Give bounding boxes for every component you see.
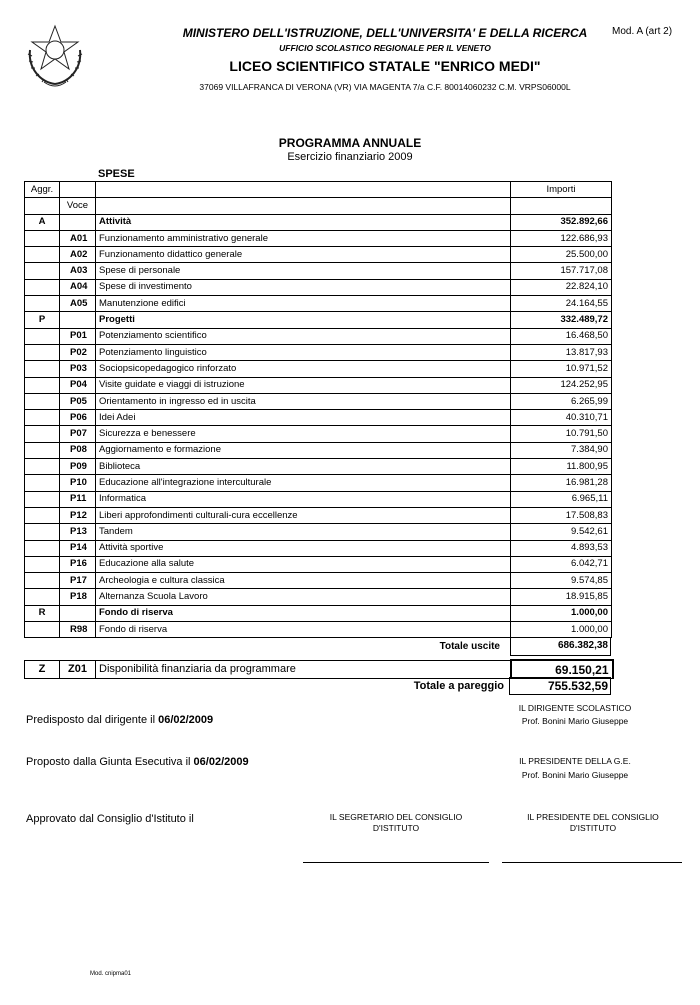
- table-row: [25, 507, 612, 523]
- z-amount: 69.150,21: [511, 660, 613, 679]
- z-aggr: Z: [25, 660, 60, 679]
- col-voce-header-blank: [60, 182, 96, 198]
- segretario-title-line2: D'ISTITUTO: [372, 823, 420, 833]
- predisposto-line: [26, 714, 213, 726]
- row-aggr: [25, 296, 60, 312]
- program-year: Esercizio finanziario 2009: [287, 151, 413, 163]
- table-row: [25, 540, 612, 556]
- row-amount: 1.000,00: [511, 605, 612, 621]
- row-aggr: [25, 377, 60, 393]
- row-voce: [60, 605, 96, 621]
- row-voce: P18: [60, 589, 96, 605]
- row-aggr: [25, 263, 60, 279]
- row-amount: 10.971,52: [511, 361, 612, 377]
- row-voce: P06: [60, 410, 96, 426]
- row-amount: 9.574,85: [511, 573, 612, 589]
- row-aggr: [25, 589, 60, 605]
- row-voce: P08: [60, 442, 96, 458]
- col-importi-header: Importi: [511, 182, 612, 198]
- table-row: [25, 410, 612, 426]
- row-voce: P07: [60, 426, 96, 442]
- presidente-ci-signature-line: [502, 862, 682, 863]
- row-voce: P01: [60, 328, 96, 344]
- row-desc: Liberi approfondimenti culturali-cura eccellenze: [96, 507, 511, 523]
- budget-table: [24, 181, 612, 638]
- row-amount: 4.893,53: [511, 540, 612, 556]
- row-desc: Spese di personale: [96, 263, 511, 279]
- table-row: [25, 475, 612, 491]
- row-desc: Informatica: [96, 491, 511, 507]
- totale-pareggio-value: 755.532,59: [509, 677, 611, 695]
- table-row: [25, 312, 612, 328]
- row-aggr: [25, 622, 60, 638]
- row-aggr: [25, 426, 60, 442]
- row-desc: Tandem: [96, 524, 511, 540]
- row-desc: Educazione alla salute: [96, 556, 511, 572]
- presidente-ci-title-line2: D'ISTITUTO: [569, 823, 617, 833]
- table-row: [25, 230, 612, 246]
- row-voce: A01: [60, 230, 96, 246]
- segretario-title-line1: IL SEGRETARIO DEL CONSIGLIO: [329, 812, 463, 822]
- totale-pareggio-label: Totale a pareggio: [413, 680, 504, 692]
- table-row: [25, 393, 612, 409]
- row-voce: A03: [60, 263, 96, 279]
- table-row: [25, 263, 612, 279]
- z-desc: Disponibilità finanziaria da programmare: [96, 660, 511, 679]
- row-amount: 6.965,11: [511, 491, 612, 507]
- row-voce: P12: [60, 507, 96, 523]
- z-row: [25, 660, 613, 679]
- row-voce: P05: [60, 393, 96, 409]
- table-row: [25, 377, 612, 393]
- row-aggr: A: [25, 214, 60, 230]
- presidente-ci-title-line1: IL PRESIDENTE DEL CONSIGLIO: [527, 812, 659, 822]
- row-voce: P03: [60, 361, 96, 377]
- row-amount: 25.500,00: [511, 247, 612, 263]
- table-row: [25, 426, 612, 442]
- row-desc: Archeologia e cultura classica: [96, 573, 511, 589]
- table-row: [25, 622, 612, 638]
- row-voce: [60, 214, 96, 230]
- row-amount: 157.717,08: [511, 263, 612, 279]
- dirigente-title: IL DIRIGENTE SCOLASTICO: [518, 703, 632, 713]
- table-row: [25, 491, 612, 507]
- presidente-ci-title: [502, 812, 684, 834]
- row-voce: P04: [60, 377, 96, 393]
- row-aggr: [25, 361, 60, 377]
- row-aggr: [25, 491, 60, 507]
- row-amount: 122.686,93: [511, 230, 612, 246]
- row-amount: 9.542,61: [511, 524, 612, 540]
- row-desc: Biblioteca: [96, 459, 511, 475]
- row-desc: Funzionamento amministrativo generale: [96, 230, 511, 246]
- row-aggr: [25, 524, 60, 540]
- presidente-ge-name: Prof. Bonini Mario Giuseppe: [521, 770, 629, 780]
- row-aggr: [25, 230, 60, 246]
- row-desc: Idei Adei: [96, 410, 511, 426]
- row-desc: Aggiornamento e formazione: [96, 442, 511, 458]
- section-title: SPESE: [98, 168, 135, 180]
- row-desc: Fondo di riserva: [96, 622, 511, 638]
- row-voce: P14: [60, 540, 96, 556]
- row-voce: P02: [60, 344, 96, 360]
- school-name: LICEO SCIENTIFICO STATALE "ENRICO MEDI": [229, 58, 541, 74]
- republic-emblem-icon: [22, 20, 88, 90]
- row-aggr: [25, 459, 60, 475]
- row-voce: A04: [60, 279, 96, 295]
- col-desc-sub-blank: [96, 198, 511, 214]
- row-desc: Alternanza Scuola Lavoro: [96, 589, 511, 605]
- z-voce: Z01: [60, 660, 96, 679]
- row-aggr: [25, 442, 60, 458]
- presidente-ge-title: IL PRESIDENTE DELLA G.E.: [519, 756, 631, 766]
- predisposto-date: 06/02/2009: [158, 714, 214, 726]
- table-header-row: [25, 182, 612, 198]
- table-row: [25, 361, 612, 377]
- row-aggr: [25, 247, 60, 263]
- totale-uscite-value: 686.382,38: [510, 638, 611, 656]
- row-voce: P16: [60, 556, 96, 572]
- table-row: [25, 247, 612, 263]
- row-desc: Educazione all'integrazione interculturale: [96, 475, 511, 491]
- col-voce-header: Voce: [60, 198, 96, 214]
- row-amount: 16.468,50: [511, 328, 612, 344]
- row-desc: Visite guidate e viaggi di istruzione: [96, 377, 511, 393]
- col-desc-header-blank: [96, 182, 511, 198]
- row-amount: 352.892,66: [511, 214, 612, 230]
- row-desc: Fondo di riserva: [96, 605, 511, 621]
- row-amount: 11.800,95: [511, 459, 612, 475]
- row-aggr: [25, 410, 60, 426]
- ministry-title: MINISTERO DELL'ISTRUZIONE, DELL'UNIVERSITA' E DELLA RICERCA: [182, 26, 588, 40]
- segretario-title: [303, 812, 489, 834]
- row-voce: [60, 312, 96, 328]
- table-subheader-row: [25, 198, 612, 214]
- table-row: [25, 556, 612, 572]
- table-row: [25, 296, 612, 312]
- row-amount: 16.981,28: [511, 475, 612, 491]
- table-row: [25, 573, 612, 589]
- row-amount: 24.164,55: [511, 296, 612, 312]
- row-desc: Attività: [96, 214, 511, 230]
- proposto-date: 06/02/2009: [193, 756, 249, 768]
- row-desc: Sicurezza e benessere: [96, 426, 511, 442]
- row-desc: Progetti: [96, 312, 511, 328]
- row-voce: A02: [60, 247, 96, 263]
- predisposto-label: Predisposto dal dirigente il: [26, 714, 156, 726]
- row-amount: 6.042,71: [511, 556, 612, 572]
- row-desc: Potenziamento scientifico: [96, 328, 511, 344]
- row-desc: Spese di investimento: [96, 279, 511, 295]
- row-aggr: [25, 573, 60, 589]
- row-amount: 6.265,99: [511, 393, 612, 409]
- row-desc: Sociopsicopedagogico rinforzato: [96, 361, 511, 377]
- row-amount: 332.489,72: [511, 312, 612, 328]
- row-aggr: [25, 556, 60, 572]
- row-voce: P13: [60, 524, 96, 540]
- row-voce: P09: [60, 459, 96, 475]
- office-title: UFFICIO SCOLASTICO REGIONALE PER IL VENETO: [279, 43, 491, 53]
- table-row: [25, 605, 612, 621]
- row-aggr: [25, 475, 60, 491]
- table-row: [25, 442, 612, 458]
- table-row: [25, 328, 612, 344]
- row-desc: Manutenzione edifici: [96, 296, 511, 312]
- totale-uscite-label: Totale uscite: [439, 641, 500, 652]
- row-desc: Orientamento in ingresso ed in uscita: [96, 393, 511, 409]
- row-voce: A05: [60, 296, 96, 312]
- row-desc: Attività sportive: [96, 540, 511, 556]
- table-row: [25, 214, 612, 230]
- col-aggr-header: Aggr.: [25, 182, 60, 198]
- row-aggr: R: [25, 605, 60, 621]
- row-amount: 1.000,00: [511, 622, 612, 638]
- row-amount: 22.824,10: [511, 279, 612, 295]
- row-amount: 17.508,83: [511, 507, 612, 523]
- table-row: [25, 459, 612, 475]
- proposto-label: Proposto dalla Giunta Esecutiva il: [26, 756, 191, 768]
- program-title: PROGRAMMA ANNUALE: [278, 136, 422, 150]
- row-desc: Funzionamento didattico generale: [96, 247, 511, 263]
- dirigente-name: Prof. Bonini Mario Giuseppe: [521, 716, 629, 726]
- row-aggr: P: [25, 312, 60, 328]
- col-aggr-sub-blank: [25, 198, 60, 214]
- col-amt-sub-blank: [511, 198, 612, 214]
- row-amount: 10.791,50: [511, 426, 612, 442]
- row-aggr: [25, 393, 60, 409]
- school-address: 37069 VILLAFRANCA DI VERONA (VR) VIA MAGENTA 7/a C.F. 80014060232 C.M. VRPS06000L: [199, 82, 571, 92]
- row-amount: 124.252,95: [511, 377, 612, 393]
- row-amount: 18.915,85: [511, 589, 612, 605]
- z-table: [24, 659, 614, 679]
- table-row: [25, 589, 612, 605]
- segretario-signature-line: [303, 862, 489, 863]
- row-aggr: [25, 328, 60, 344]
- row-amount: 40.310,71: [511, 410, 612, 426]
- footer-code: Mod. cnipma01: [90, 971, 132, 977]
- approvato-label: Approvato dal Consiglio d'Istituto il: [26, 813, 194, 825]
- row-voce: R98: [60, 622, 96, 638]
- row-voce: P10: [60, 475, 96, 491]
- row-aggr: [25, 344, 60, 360]
- row-desc: Potenziamento linguistico: [96, 344, 511, 360]
- row-voce: P11: [60, 491, 96, 507]
- proposto-line: [26, 756, 249, 768]
- form-code: Mod. A (art 2): [612, 26, 673, 37]
- row-aggr: [25, 540, 60, 556]
- row-aggr: [25, 507, 60, 523]
- row-amount: 13.817,93: [511, 344, 612, 360]
- table-row: [25, 279, 612, 295]
- row-aggr: [25, 279, 60, 295]
- row-amount: 7.384,90: [511, 442, 612, 458]
- row-voce: P17: [60, 573, 96, 589]
- table-row: [25, 344, 612, 360]
- table-row: [25, 524, 612, 540]
